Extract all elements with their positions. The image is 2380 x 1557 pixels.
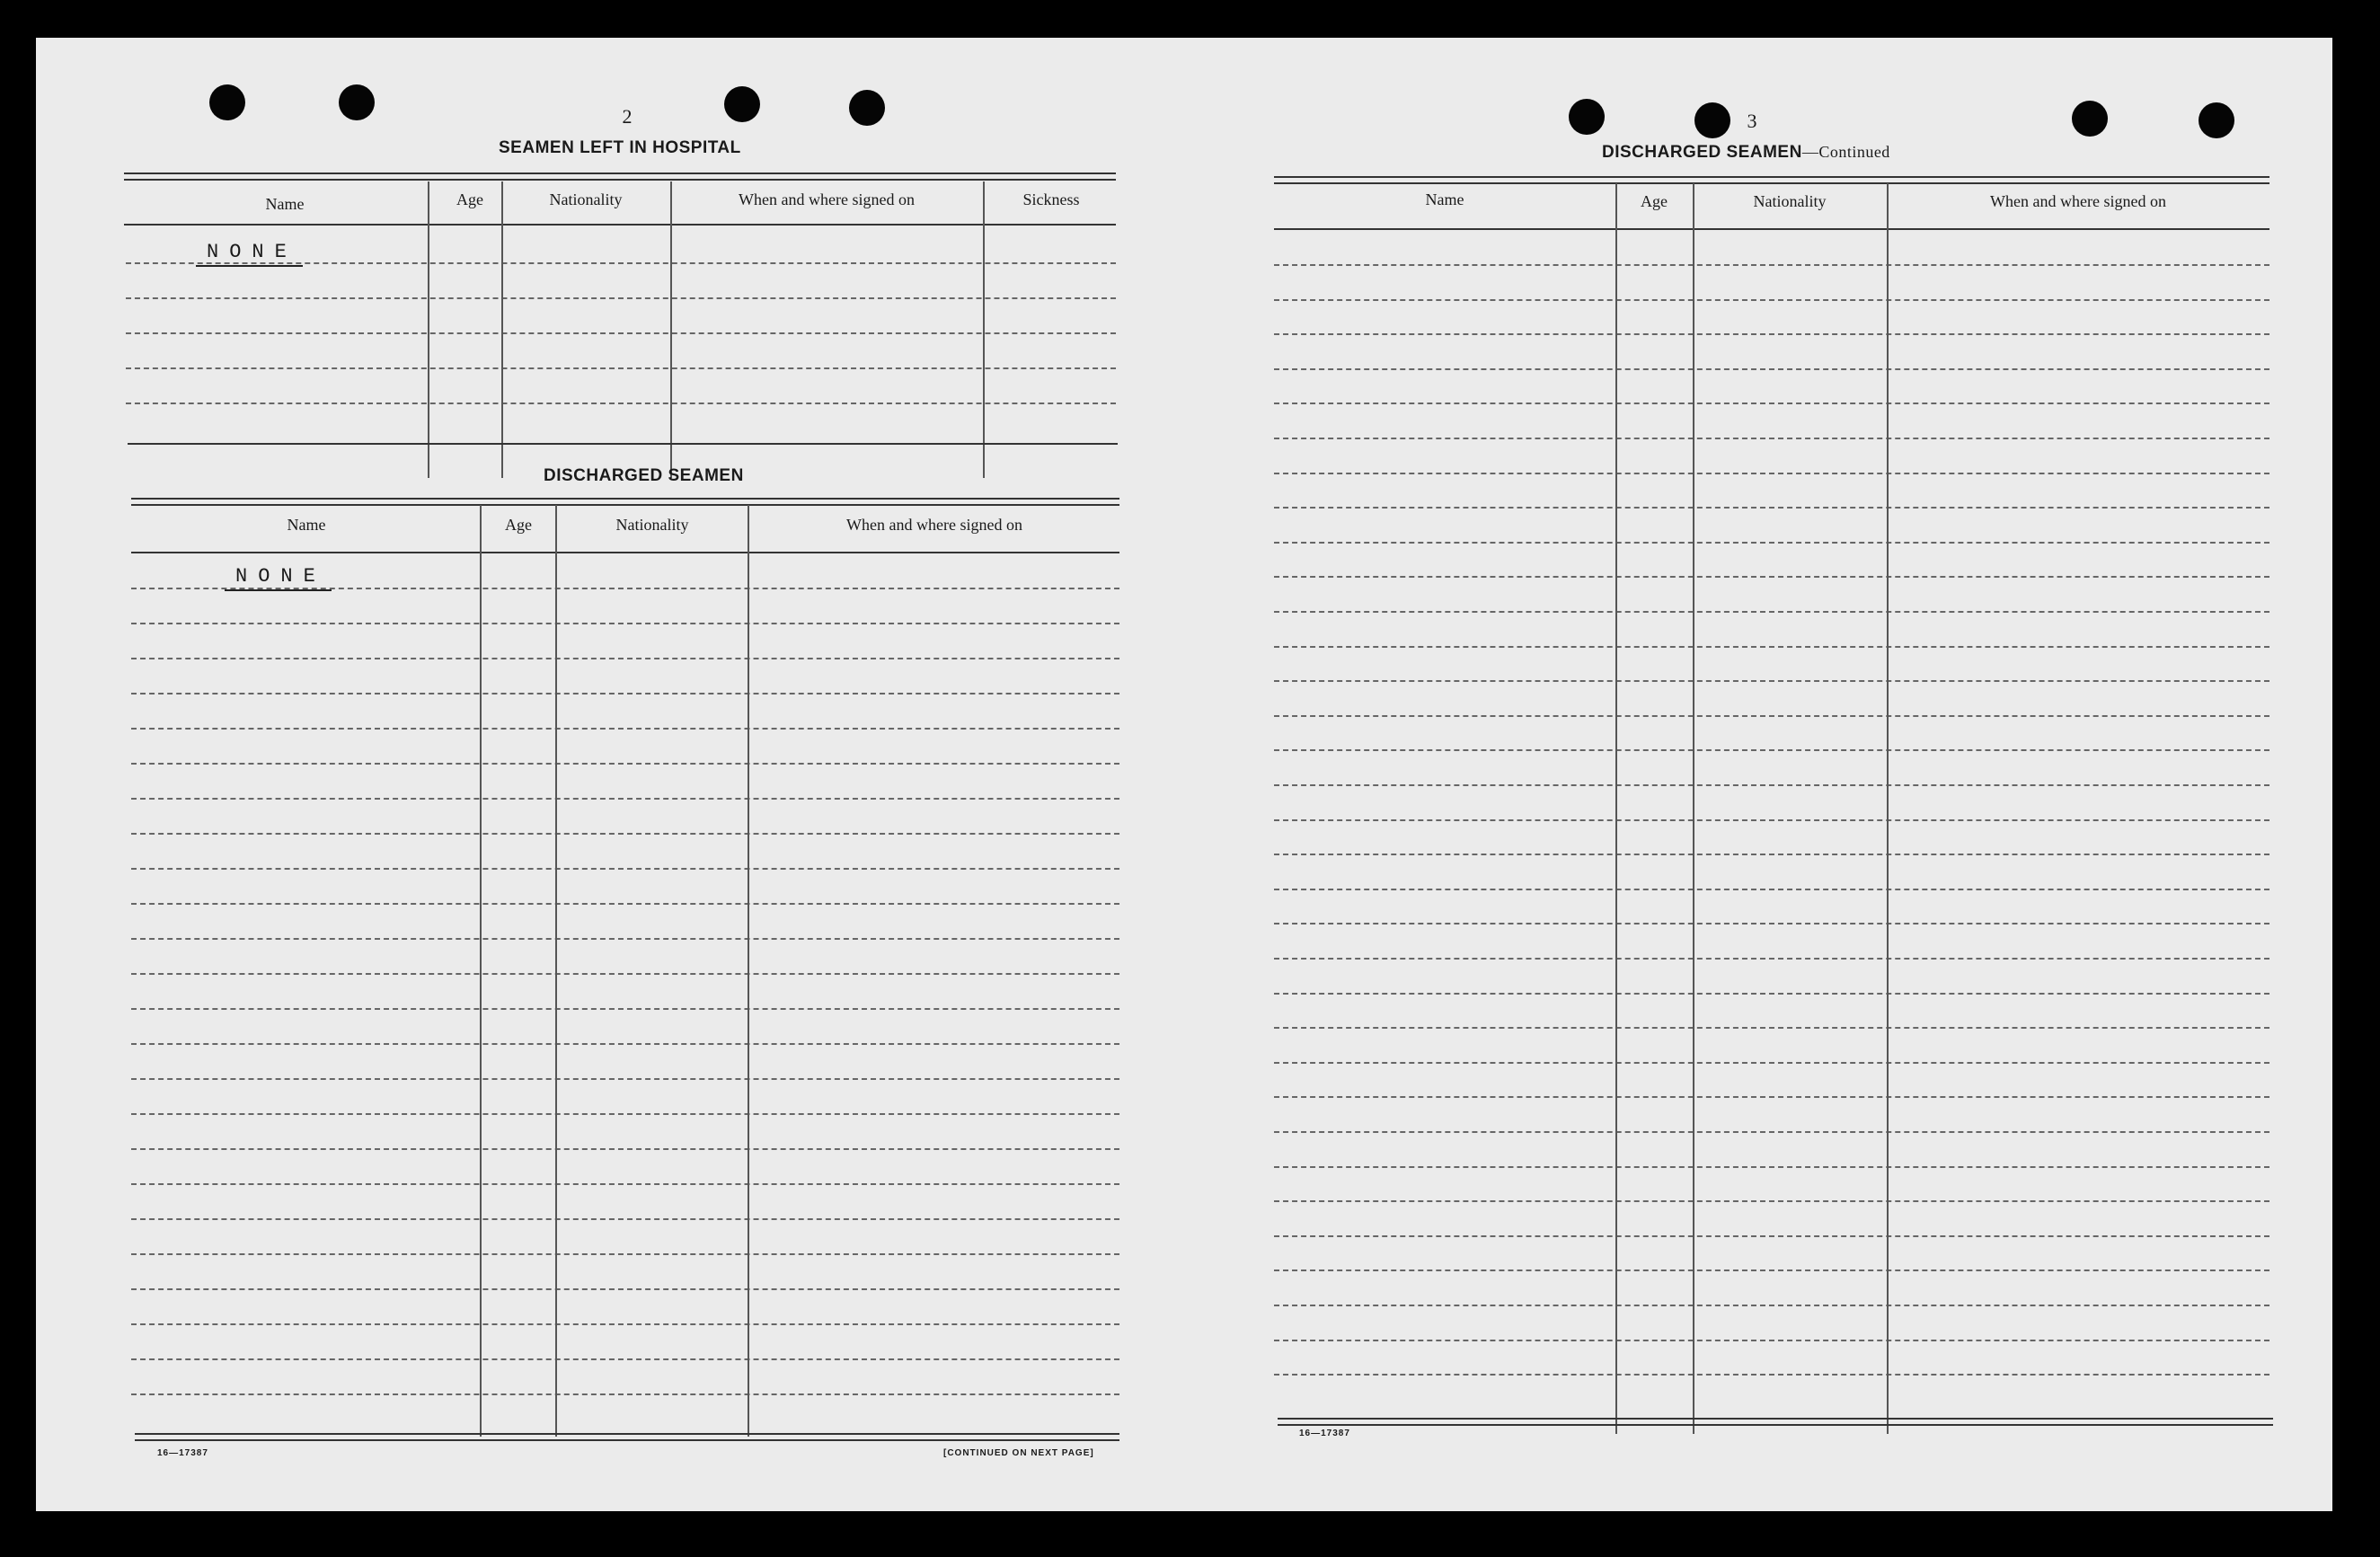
row-line bbox=[1274, 784, 2269, 786]
page-number: 2 bbox=[622, 105, 633, 128]
discharged-continued-title bbox=[1602, 143, 1890, 163]
row-line bbox=[1274, 993, 2269, 995]
row-line bbox=[1274, 646, 2269, 648]
row-line bbox=[131, 1148, 1119, 1150]
punch-hole bbox=[209, 84, 245, 120]
column-header-age: Age bbox=[456, 190, 483, 208]
column-divider bbox=[670, 181, 672, 478]
row-line bbox=[1274, 1131, 2269, 1133]
column-divider bbox=[1693, 183, 1694, 1434]
punch-hole bbox=[339, 84, 375, 120]
row-line bbox=[131, 1253, 1119, 1255]
row-line bbox=[1274, 1305, 2269, 1306]
row-line bbox=[131, 903, 1119, 905]
punch-hole bbox=[2199, 102, 2234, 138]
column-divider bbox=[555, 505, 557, 1437]
table-bottom-rule bbox=[1278, 1418, 2273, 1426]
row-line bbox=[131, 1288, 1119, 1290]
row-line bbox=[1274, 1269, 2269, 1271]
form-number: 16—17387 bbox=[1299, 1429, 1350, 1438]
row-line bbox=[131, 1043, 1119, 1045]
row-line bbox=[1274, 438, 2269, 439]
column-divider bbox=[1887, 183, 1889, 1434]
row-line bbox=[131, 1078, 1119, 1080]
row-line bbox=[126, 367, 1116, 369]
page-number: 3 bbox=[1747, 110, 1757, 132]
column-divider bbox=[480, 505, 482, 1437]
row-line bbox=[1274, 1200, 2269, 1202]
hospital-entry-none: NONE bbox=[196, 241, 303, 267]
row-line bbox=[131, 1008, 1119, 1010]
row-line bbox=[1274, 368, 2269, 370]
row-line bbox=[131, 588, 1119, 589]
row-line bbox=[131, 1393, 1119, 1395]
table-bottom-rule bbox=[128, 443, 1118, 445]
row-line bbox=[1274, 333, 2269, 335]
row-line bbox=[131, 833, 1119, 835]
row-line bbox=[1274, 1096, 2269, 1098]
title-suffix: —Continued bbox=[1801, 143, 1890, 161]
column-header-sickness: Sickness bbox=[1022, 190, 1080, 208]
row-line bbox=[131, 658, 1119, 659]
row-line bbox=[1274, 715, 2269, 717]
column-header-nationality: Nationality bbox=[1753, 192, 1827, 210]
hospital-section-title: SEAMEN LEFT IN HOSPITAL bbox=[499, 138, 741, 157]
row-line bbox=[1274, 1374, 2269, 1376]
row-line bbox=[1274, 889, 2269, 890]
row-line bbox=[1274, 299, 2269, 301]
row-line bbox=[126, 332, 1116, 334]
column-divider bbox=[1615, 183, 1617, 1434]
continued-note: [CONTINUED ON NEXT PAGE] bbox=[943, 1448, 1094, 1458]
column-header-name: Name bbox=[265, 195, 305, 213]
row-line bbox=[1274, 1235, 2269, 1237]
row-line bbox=[1274, 1062, 2269, 1064]
row-line bbox=[131, 1323, 1119, 1325]
row-line bbox=[131, 763, 1119, 765]
column-header-nationality: Nationality bbox=[549, 190, 623, 208]
header-bottom-rule bbox=[1274, 228, 2269, 230]
row-line bbox=[131, 973, 1119, 975]
row-line bbox=[1274, 264, 2269, 266]
column-header-signed-on: When and where signed on bbox=[739, 190, 915, 208]
row-line bbox=[131, 1218, 1119, 1220]
row-line bbox=[131, 1183, 1119, 1185]
form-number: 16—17387 bbox=[157, 1448, 208, 1458]
row-line bbox=[1274, 542, 2269, 544]
column-header-nationality: Nationality bbox=[615, 516, 689, 534]
row-line bbox=[126, 297, 1116, 299]
row-line bbox=[1274, 1340, 2269, 1341]
row-line bbox=[131, 623, 1119, 624]
column-divider bbox=[748, 505, 749, 1437]
column-divider bbox=[428, 181, 429, 478]
table-top-rule bbox=[124, 173, 1116, 181]
row-line bbox=[131, 1358, 1119, 1360]
row-line bbox=[1274, 819, 2269, 821]
row-line bbox=[131, 728, 1119, 730]
row-line bbox=[131, 938, 1119, 940]
table-top-rule bbox=[131, 498, 1119, 506]
row-line bbox=[1274, 403, 2269, 404]
punch-hole bbox=[1569, 99, 1605, 135]
column-divider bbox=[983, 181, 985, 478]
row-line bbox=[126, 403, 1116, 404]
row-line bbox=[1274, 749, 2269, 751]
row-line bbox=[1274, 473, 2269, 474]
header-bottom-rule bbox=[124, 224, 1116, 226]
punch-hole bbox=[724, 86, 760, 122]
column-header-age: Age bbox=[505, 516, 532, 534]
row-line bbox=[1274, 923, 2269, 924]
header-bottom-rule bbox=[131, 552, 1119, 553]
row-line bbox=[131, 868, 1119, 870]
row-line bbox=[1274, 576, 2269, 578]
form-sheet bbox=[36, 38, 2332, 1511]
table-bottom-rule bbox=[135, 1433, 1119, 1441]
row-line bbox=[1274, 1027, 2269, 1029]
column-header-name: Name bbox=[287, 516, 326, 534]
row-line bbox=[1274, 854, 2269, 855]
column-divider bbox=[501, 181, 503, 478]
row-line bbox=[1274, 958, 2269, 960]
row-line bbox=[1274, 507, 2269, 509]
discharged-section-title: DISCHARGED SEAMEN bbox=[544, 466, 744, 485]
row-line bbox=[131, 798, 1119, 800]
row-line bbox=[131, 1113, 1119, 1115]
punch-hole bbox=[1694, 102, 1730, 138]
column-header-age: Age bbox=[1641, 192, 1668, 210]
title-text: DISCHARGED SEAMEN bbox=[1602, 143, 1802, 162]
punch-hole bbox=[849, 90, 885, 126]
column-header-name: Name bbox=[1425, 190, 1464, 208]
row-line bbox=[131, 693, 1119, 694]
table-top-rule bbox=[1274, 176, 2269, 184]
row-line bbox=[1274, 611, 2269, 613]
row-line bbox=[126, 262, 1116, 264]
row-line bbox=[1274, 1166, 2269, 1168]
row-line bbox=[1274, 680, 2269, 682]
punch-hole bbox=[2072, 101, 2108, 137]
column-header-signed-on: When and where signed on bbox=[846, 516, 1022, 534]
discharged-entry-none: NONE bbox=[225, 565, 332, 591]
column-header-signed-on: When and where signed on bbox=[1990, 192, 2166, 210]
